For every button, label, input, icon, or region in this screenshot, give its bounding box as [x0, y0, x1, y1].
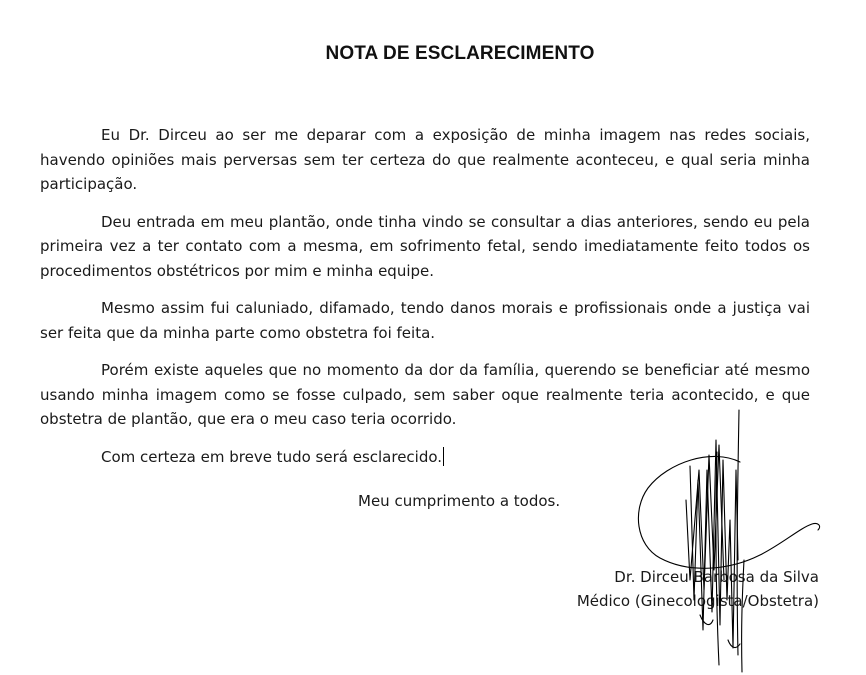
- closing-line: Meu cumprimento a todos.: [358, 492, 561, 510]
- signer-name: Dr. Dirceu Barbosa da Silva: [614, 568, 819, 586]
- document-body: [40, 123, 810, 482]
- paragraph-4: Porém existe aqueles que no momento da dor da família, querendo se beneficiar até mesmo usando minha imagem como se fosse culpado, sem saber oque realmente teria acontecido, e que obstetra de plantão, que era o meu caso teria ocorrido.: [40, 361, 810, 428]
- signer-role: Médico (Ginecologista/Obstetra): [576, 592, 819, 610]
- paragraph-1: Eu Dr. Dirceu ao ser me deparar com a exposição de minha imagem nas redes sociais, havendo opiniões mais perversas sem ter certeza do que realmente aconteceu, e qual seria minha participação.: [40, 126, 810, 193]
- paragraph-5: [40, 445, 810, 470]
- text-cursor: [443, 447, 444, 466]
- signer-block: [577, 565, 819, 613]
- paragraph-2: Deu entrada em meu plantão, onde tinha vindo se consultar a dias anteriores, sendo eu pela primeira vez a ter contato com a mesma, em sofrimento fetal, sendo imediatamente feito todos os procedimentos obstétricos por mim e minha equipe.: [40, 212, 810, 280]
- paragraph-3: Mesmo assim fui caluniado, difamado, tendo danos morais e profissionais onde a justiça vai ser feita que da minha parte como obstetra foi feita.: [40, 299, 810, 342]
- document-title: NOTA DE ESCLARECIMENTO: [325, 43, 595, 64]
- paragraph-5-text: Com certeza em breve tudo será esclarecido.: [101, 447, 443, 466]
